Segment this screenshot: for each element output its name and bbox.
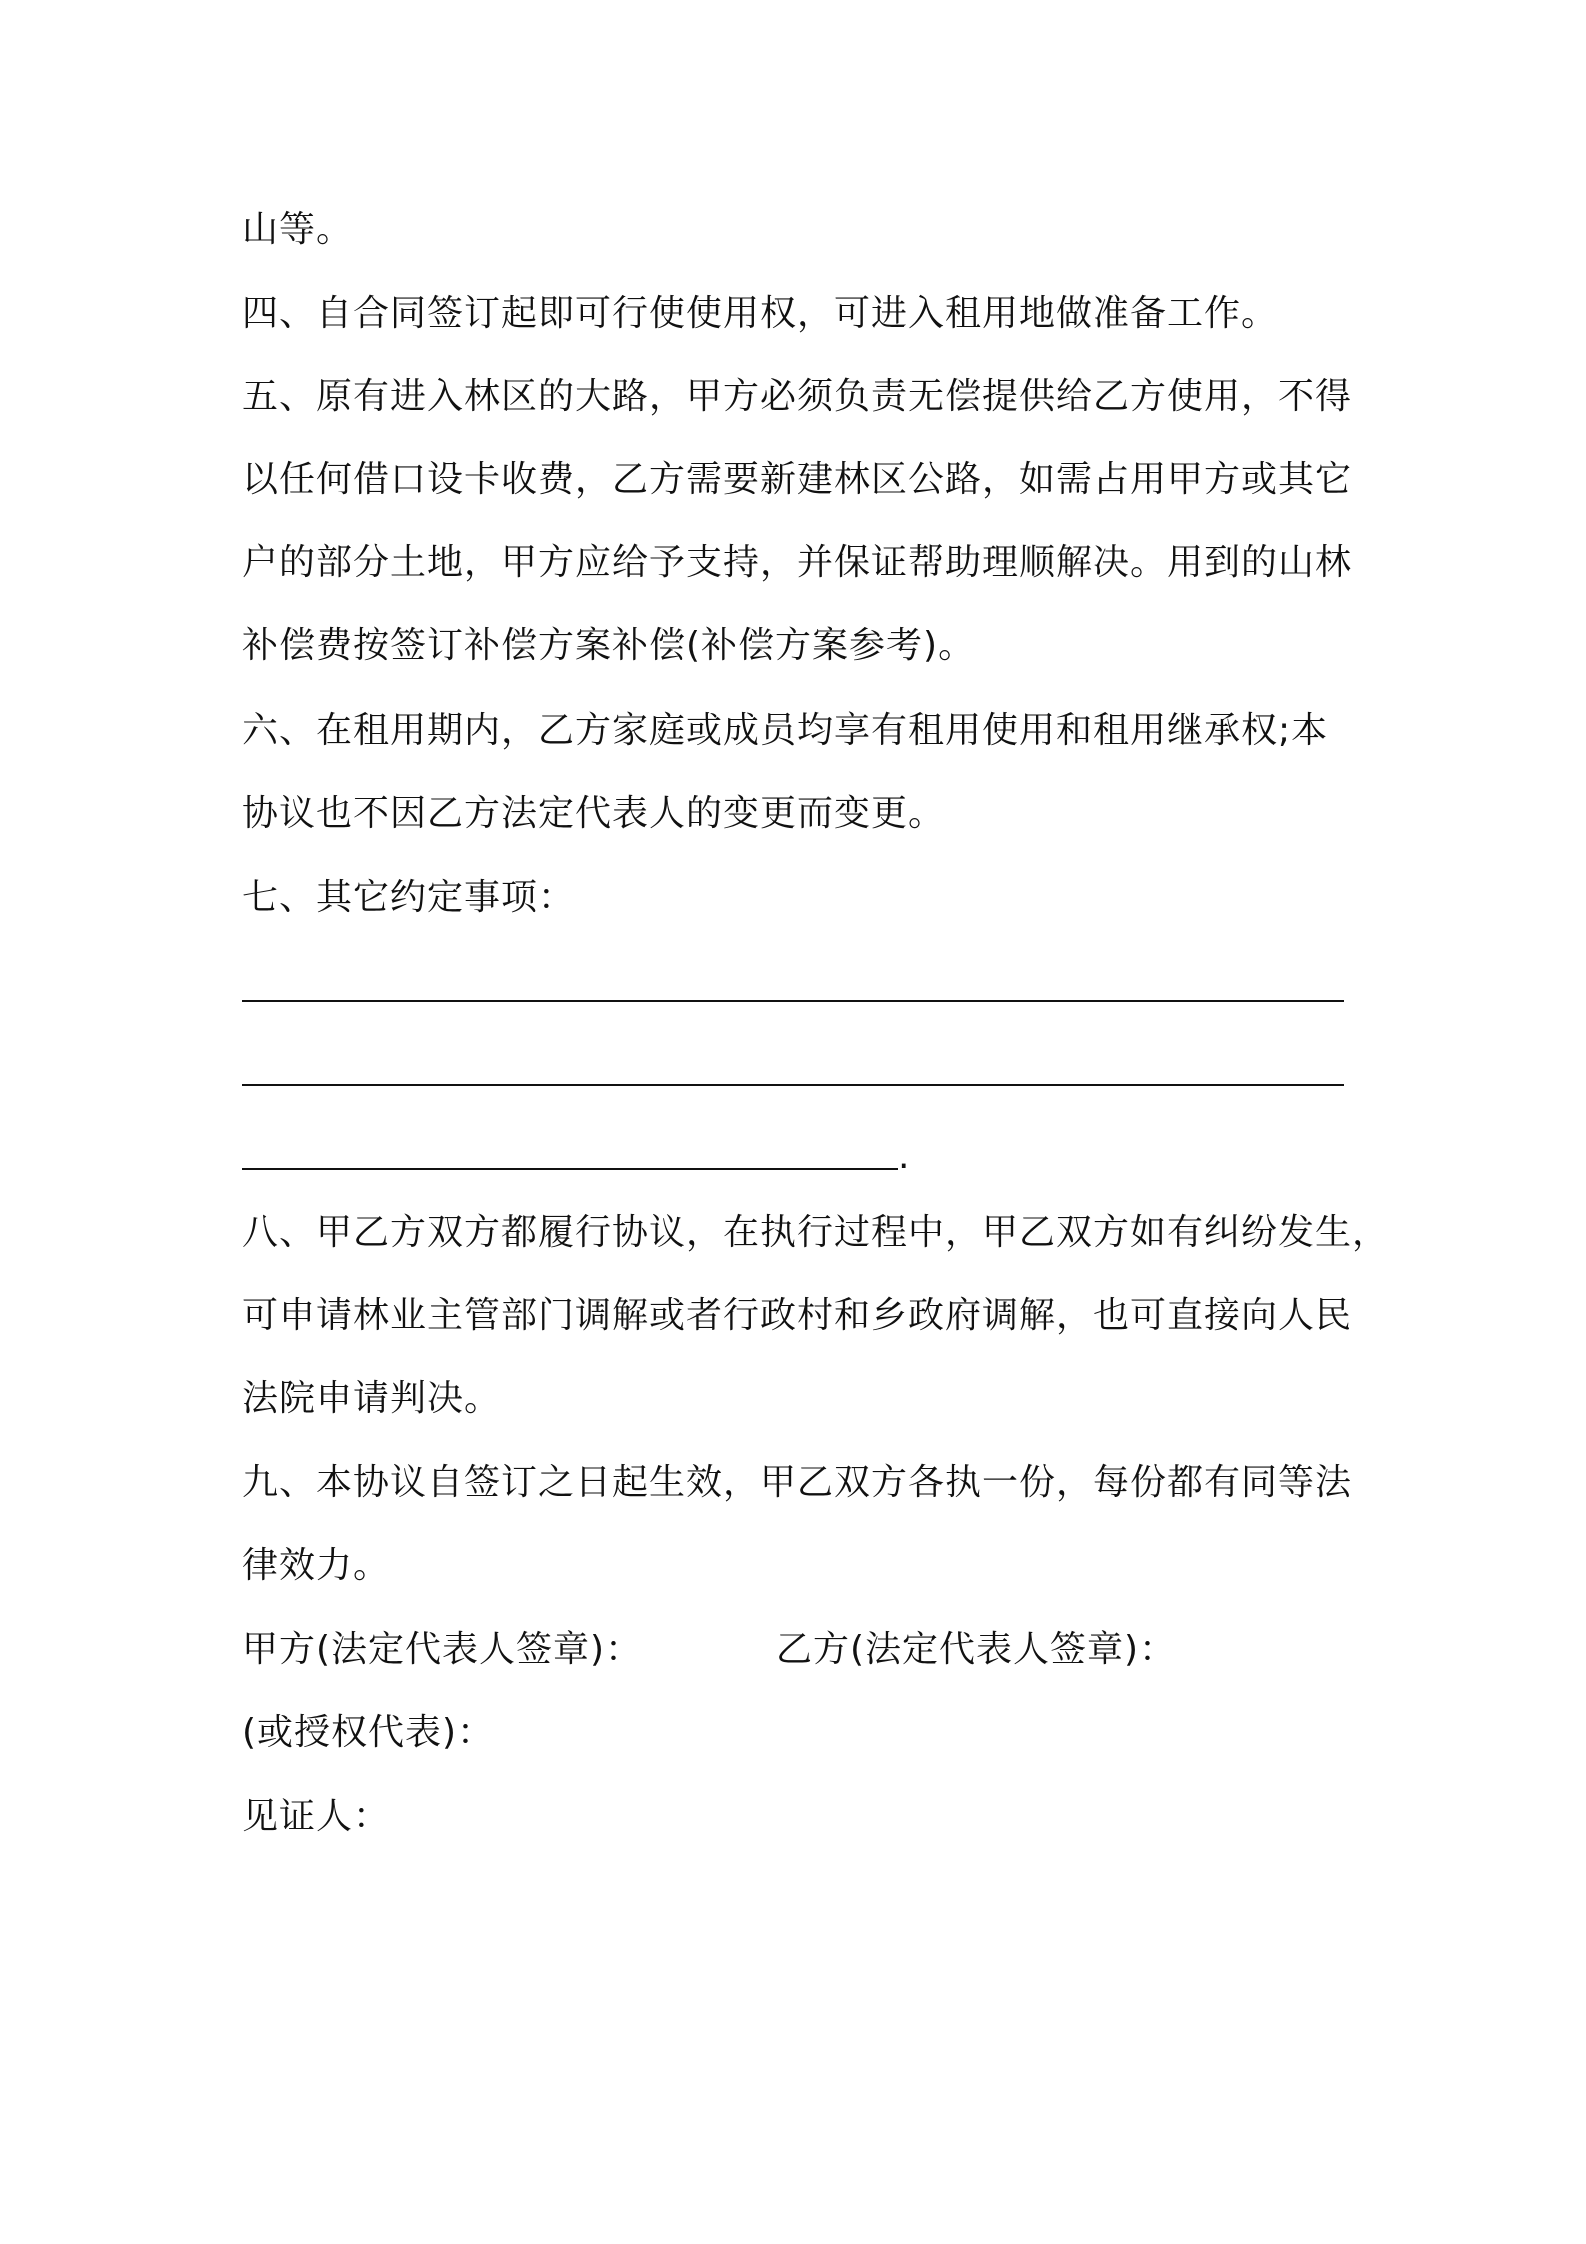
blank-line[interactable] [242,1084,1344,1086]
paragraph-line: 以任何借口设卡收费，乙方需要新建林区公路，如需占用甲方或其它 [242,459,1353,500]
paragraph-line: 六、在租用期内，乙方家庭或成员均享有租用使用和租用继承权;本 [242,710,1329,751]
paragraph-line: 四、自合同签订起即可行使使用权，可进入租用地做准备工作。 [242,293,1279,334]
party-b-signature-label: 乙方(法定代表人签章)： [776,1629,1177,1670]
paragraph-line: 法院申请判决。 [242,1378,502,1419]
paragraph-line: 可申请林业主管部门调解或者行政村和乡政府调解，也可直接向人民 [242,1295,1353,1336]
paragraph-line: 七、其它约定事项： [242,877,576,918]
paragraph-line: 律效力。 [242,1545,391,1586]
paragraph-line: 补偿费按签订补偿方案补偿(补偿方案参考)。 [242,625,976,666]
paragraph-line: 八、甲乙方双方都履行协议，在执行过程中，甲乙双方如有纠纷发生， [242,1212,1390,1253]
witness-label: 见证人： [242,1796,391,1837]
paragraph-line: 协议也不因乙方法定代表人的变更而变更。 [242,793,946,834]
party-a-signature-label: 甲方(法定代表人签章)： [242,1629,643,1670]
authorized-rep-label: (或授权代表)： [242,1712,495,1753]
paragraph-line: 九、本协议自签订之日起生效，甲乙双方各执一份，每份都有同等法 [242,1462,1353,1503]
blank-line-end-period: . [898,1136,910,1177]
blank-line[interactable] [242,1168,898,1170]
paragraph-line: 五、原有进入林区的大路，甲方必须负责无偿提供给乙方使用，不得 [242,376,1353,417]
paragraph-line: 山等。 [242,209,354,250]
paragraph-line: 户的部分土地，甲方应给予支持，并保证帮助理顺解决。用到的山林 [242,542,1353,583]
blank-line[interactable] [242,1000,1344,1002]
